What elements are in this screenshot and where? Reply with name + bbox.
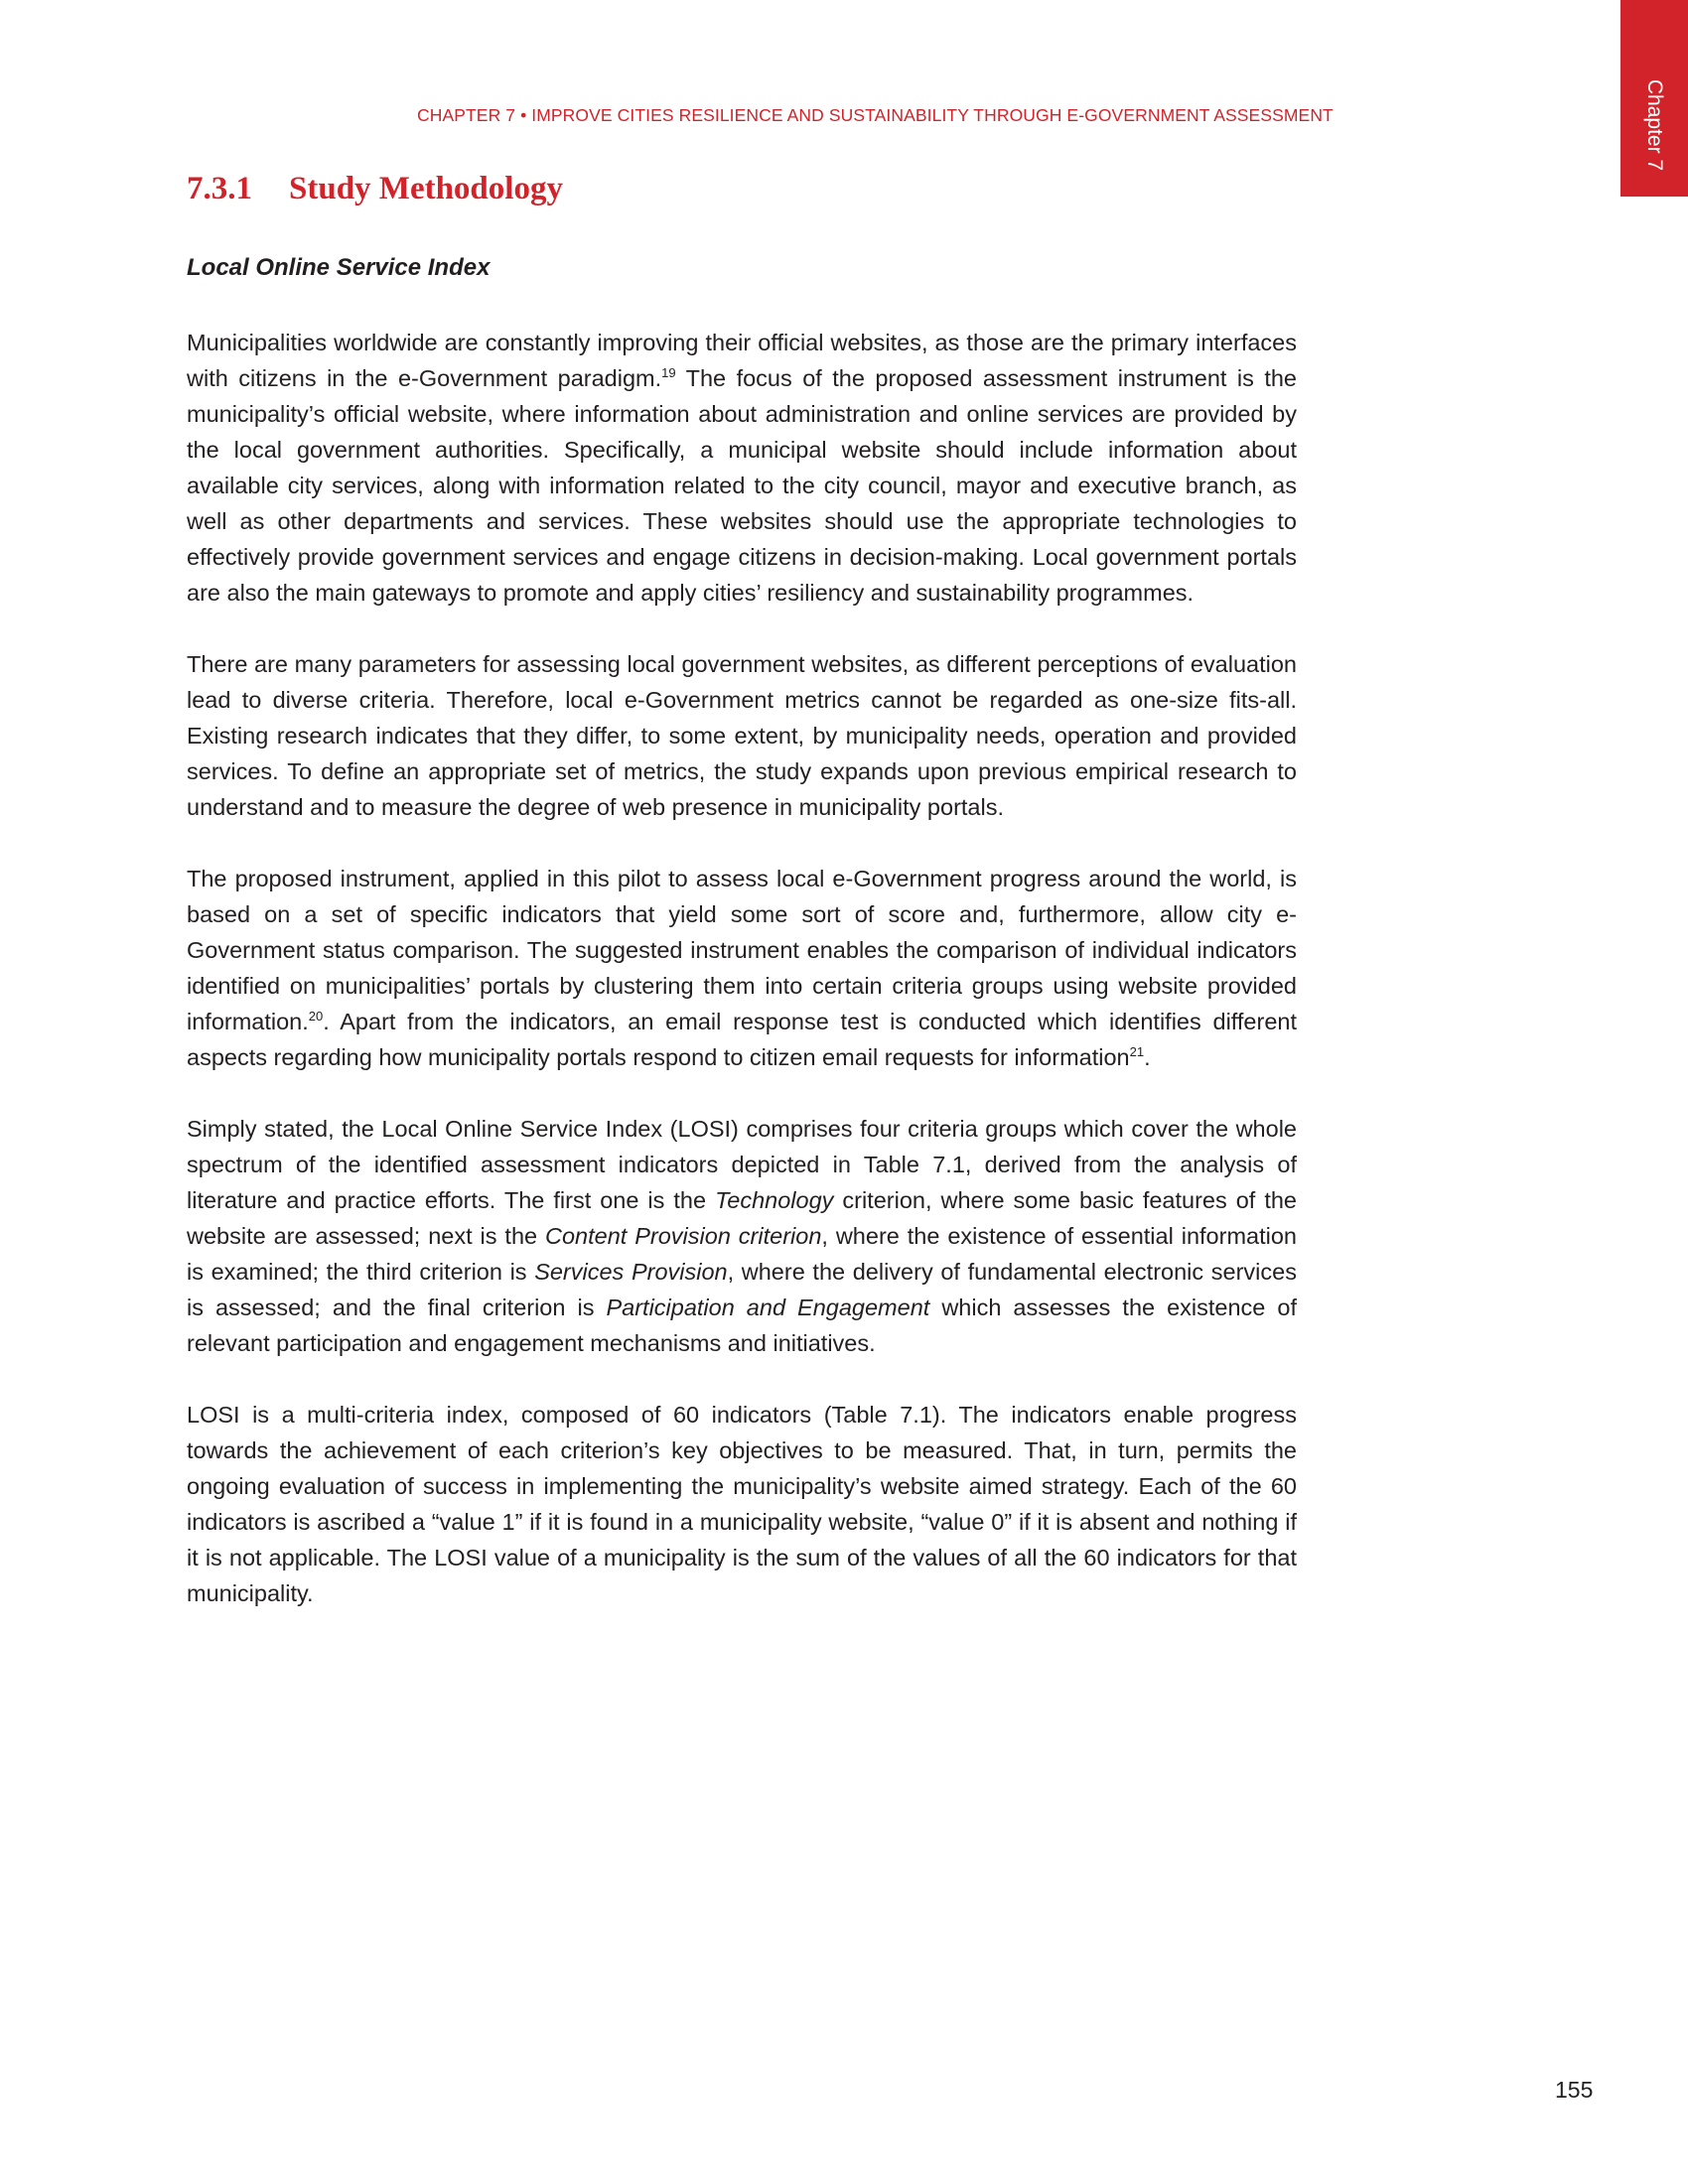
criterion-technology: Technology: [715, 1187, 834, 1213]
paragraph-4: [187, 1111, 1297, 1361]
criterion-services-provision: Services Provision: [534, 1259, 728, 1285]
paragraph-2: There are many parameters for assessing local government websites, as different perceptions of evaluation lead to diverse criteria. Therefore, local e-Government metrics cannot be regarded as one-size fits-all. Existing research indicates that they differ, to some extent, by municipality needs, operation and provided services. To define an appropriate set of metrics, the study expands upon previous empirical research to understand and to measure the degree of web presence in municipality portals.: [187, 651, 1297, 820]
subheading: Local Online Service Index: [187, 254, 491, 281]
paragraph-3: [187, 861, 1297, 1075]
paragraph-1-text: Municipalities worldwide are constantly improving their official websites, as those are the primary interfaces with citizens in the e-Government paradigm.: [187, 330, 1297, 391]
body-text: [187, 325, 1297, 1647]
chapter-tab: [1620, 0, 1688, 197]
section-title: Study Methodology: [289, 171, 563, 206]
criterion-participation-engagement: Participation and Engagement: [606, 1295, 930, 1320]
footnote-ref-21: 21: [1129, 1044, 1145, 1059]
page-number: 155: [1555, 2077, 1594, 2103]
paragraph-3-text-cont: . Apart from the indicators, an email response test is conducted which identifies different aspects regarding how municipality portals respond to citizen email requests for information: [187, 1009, 1297, 1070]
paragraph-4-text-d: , where the delivery of fundamental electronic services is assessed; and the final criterion is: [187, 1259, 1297, 1320]
section-heading: [187, 171, 563, 207]
footnote-ref-19: 19: [661, 365, 676, 380]
paragraph-1-text-cont: The focus of the proposed assessment instrument is the municipality’s official website, where information about administration and online services are provided by the local government authorities. Specifically, a municipal website should include information about available city services, along with information related to the city council, mayor and executive branch, as well as other departments and services. These websites should use the appropriate technologies to effectively provide government services and engage citizens in decision-making. Local government portals are also the main gateways to promote and apply cities’ resiliency and sustainability programmes.: [187, 365, 1297, 606]
footnote-ref-20: 20: [308, 1009, 324, 1024]
paragraph-5: LOSI is a multi-criteria index, composed of 60 indicators (Table 7.1). The indicators enable progress towards the achievement of each criterion’s key objectives to be measured. That, in turn, permits the ongoing evaluation of success in implementing the municipality’s website aimed strategy. Each of the 60 indicators is ascribed a “value 1” if it is found in a municipality website, “value 0” if it is absent and nothing if it is not applicable. The LOSI value of a municipality is the sum of the values of all the 60 indicators for that municipality.: [187, 1402, 1297, 1606]
paragraph-4-text-e: which assesses the existence of relevant participation and engagement mechanisms and initiatives.: [187, 1295, 1297, 1356]
paragraph-4-text-b: criterion, where some basic features of the website are assessed; next is the: [187, 1187, 1297, 1249]
paragraph-3-text-end: .: [1144, 1044, 1151, 1070]
paragraph-3-text: The proposed instrument, applied in this pilot to assess local e-Government progress around the world, is based on a set of specific indicators that yield some sort of score and, furthermore, allow city e-Government status comparison. The suggested instrument enables the comparison of individual indicators identified on municipalities’ portals by clustering them into certain criteria groups using website provided information.: [187, 866, 1297, 1034]
paragraph-4-text-c: , where the existence of essential information is examined; the third criterion is: [187, 1223, 1297, 1285]
section-number: 7.3.1: [187, 171, 252, 206]
running-header: CHAPTER 7 • IMPROVE CITIES RESILIENCE AND SUSTAINABILITY THROUGH E-GOVERNMENT ASSESSMENT: [417, 105, 1334, 125]
chapter-tab-label: Chapter 7: [1643, 78, 1666, 172]
paragraph-1: [187, 325, 1297, 611]
criterion-content-provision: Content Provision criterion: [545, 1223, 822, 1249]
paragraph-4-text: Simply stated, the Local Online Service Index (LOSI) comprises four criteria groups which cover the whole spectrum of the identified assessment indicators depicted in Table 7.1, derived from the analysis of literature and practice efforts. The first one is the: [187, 1116, 1297, 1213]
